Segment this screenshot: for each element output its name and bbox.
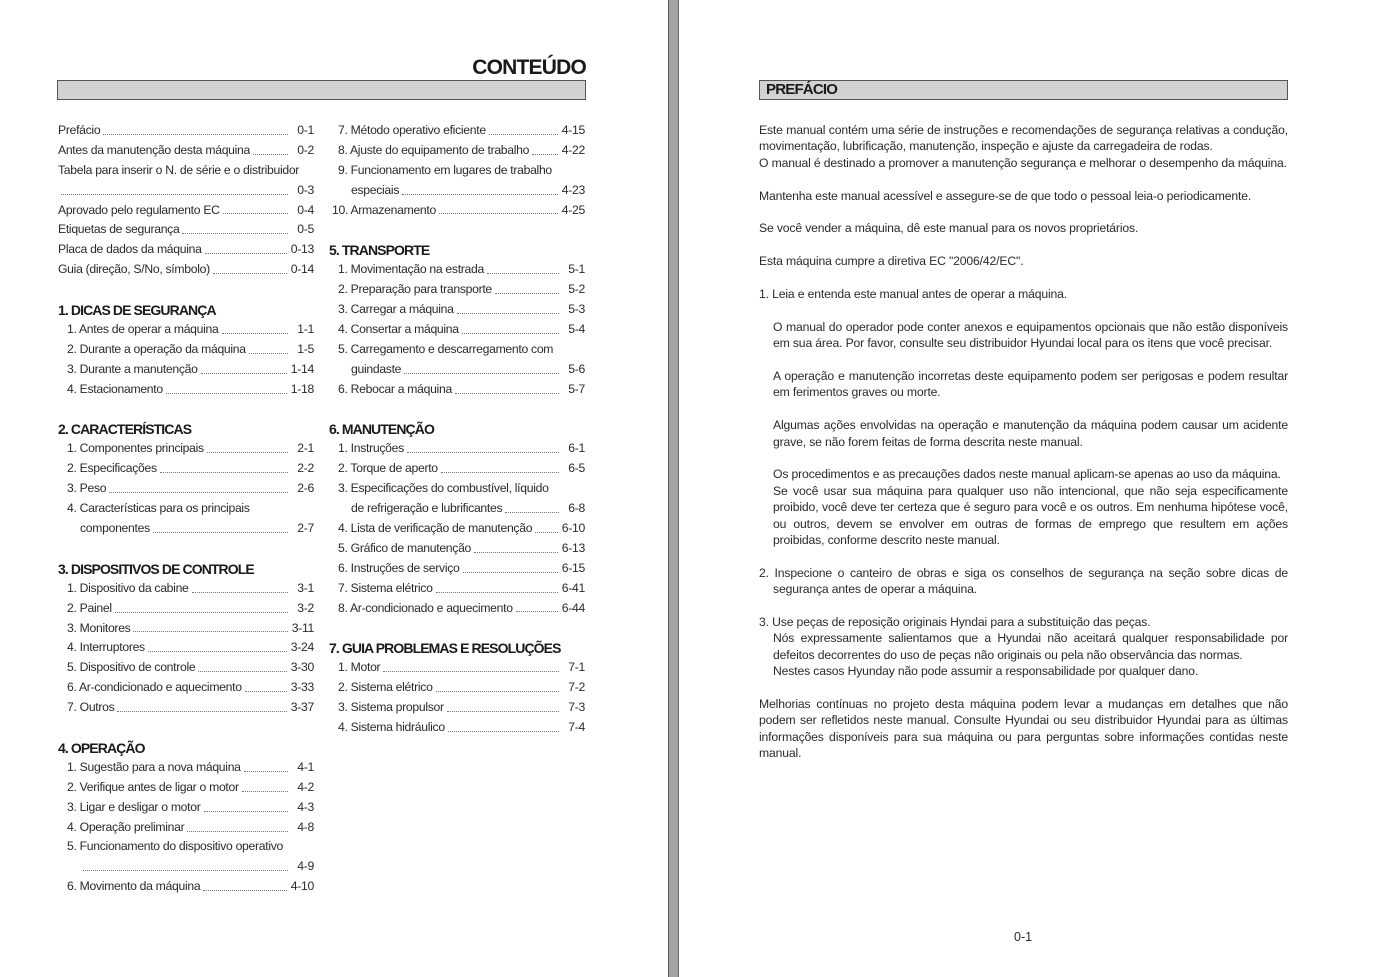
- contents-page: [0, 0, 668, 977]
- toc-entry[interactable]: Prefácio 0-1: [58, 122, 314, 137]
- toc-entry-cont[interactable]: 0-3: [58, 181, 314, 201]
- toc-section-heading[interactable]: 1. DICAS DE SEGURANÇA: [58, 302, 216, 319]
- toc-entry[interactable]: 2. Painel 3-2: [67, 600, 314, 615]
- preface-paragraph: A operação e manutenção incorretas deste equipamento podem ser perigosas e podem resultar em ferimentos graves ou morte.: [773, 369, 1288, 400]
- toc-entry[interactable]: 4. Lista de verificação de manutenção 6-10: [338, 521, 585, 536]
- toc-entry[interactable]: Guia (direção, S/No, símbolo) 0-14: [58, 262, 314, 277]
- toc-entry[interactable]: 1. Dispositivo da cabine 3-1: [67, 580, 314, 595]
- preface-paragraph: Se você vender a máquina, dê este manual para os novos proprietários.: [759, 221, 1139, 236]
- toc-entry[interactable]: Etiquetas de segurança 0-5: [58, 222, 314, 237]
- preface-paragraph: Esta máquina cumpre a diretiva EC "2006/42/EC".: [759, 254, 1024, 269]
- toc-section-heading[interactable]: 5. TRANSPORTE: [329, 242, 430, 259]
- contents-title: CONTEÚDO: [472, 56, 586, 79]
- preface-paragraph: Nós expressamente salientamos que a Hyundai não aceitará qualquer responsabilidade por defeitos decorrentes do uso de peças não originais ou pela não observância das normas.: [773, 631, 1288, 662]
- toc-section-heading[interactable]: 3. DISPOSITIVOS DE CONTROLE: [58, 560, 254, 577]
- toc-entry[interactable]: 1. Motor 7-1: [338, 660, 585, 675]
- page-divider: [668, 0, 679, 977]
- toc-entry[interactable]: 7. Outros 3-37: [67, 700, 314, 715]
- toc-entry[interactable]: 6. Movimento da máquina 4-10: [67, 879, 314, 894]
- contents-header-bar: [57, 80, 586, 100]
- toc-entry[interactable]: 5. Gráfico de manutenção 6-13: [338, 540, 585, 555]
- toc-entry[interactable]: 5. Dispositivo de controle 3-30: [67, 660, 314, 675]
- preface-paragraph: Se você usar sua máquina para qualquer uso não intencional, que não seja especificamente proibido, você deve ter certeza que é seguro para você e os outros. Em nenhuma hipótese você, ou outros, devem se envolver em outras de formas de emprego que resultem em ações proibidas, conforme descrito neste manual.: [773, 483, 1288, 548]
- toc-entry[interactable]: 4. Sistema hidráulico 7-4: [338, 720, 585, 735]
- toc-entry[interactable]: 1. Sugestão para a nova máquina 4-1: [67, 759, 314, 774]
- toc-entry[interactable]: 4. Interruptores 3-24: [67, 640, 314, 655]
- preface-paragraph: Nestes casos Hyunday não pode assumir a responsabilidade por qualquer dano.: [773, 664, 1199, 679]
- toc-entry-cont[interactable]: especiais 4-23: [351, 182, 585, 197]
- toc-section-heading[interactable]: 4. OPERAÇÃO: [58, 739, 145, 756]
- toc-entry[interactable]: 1. Movimentação na estrada 5-1: [338, 262, 585, 277]
- preface-list-item-2: 2. Inspecione o canteiro de obras e siga os conselhos de segurança na seção sobre dicas de segurança antes de operar a máquina.: [759, 565, 1288, 597]
- toc-entry[interactable]: 2. Durante a operação da máquina 1-5: [67, 341, 314, 356]
- toc-entry[interactable]: 1. Instruções 6-1: [338, 441, 585, 456]
- preface-paragraph: O manual do operador pode conter anexos e equipamentos opcionais que não estão disponíveis em sua área. Por favor, consulte seu distribuidor Hyundai local para os itens que você precisar.: [773, 319, 1288, 351]
- toc-entry[interactable]: 3. Peso 2-6: [67, 481, 314, 496]
- toc-entry[interactable]: 6. Ar-condicionado e aquecimento 3-33: [67, 680, 314, 695]
- toc-entry[interactable]: 3. Durante a manutenção 1-14: [67, 361, 314, 376]
- toc-column-2: [329, 121, 585, 738]
- toc-entry[interactable]: Antes da manutenção desta máquina 0-2: [58, 142, 314, 157]
- toc-entry[interactable]: 2. Sistema elétrico 7-2: [338, 680, 585, 695]
- toc-entry[interactable]: 1. Componentes principais 2-1: [67, 441, 314, 456]
- toc-entry[interactable]: 4. Consertar a máquina 5-4: [338, 322, 585, 336]
- toc-column-1: [58, 121, 314, 897]
- preface-paragraph: Algumas ações envolvidas na operação e manutenção da máquina podem causar um acidente grave, se não forem feitas de forma descrita neste manual.: [773, 418, 1288, 449]
- preface-paragraph: Os procedimentos e as precauções dados neste manual aplicam-se apenas ao uso da máquina.: [773, 467, 1281, 482]
- toc-entry[interactable]: 2. Preparação para transporte 5-2: [338, 282, 585, 297]
- toc-entry[interactable]: 7. Método operativo eficiente 4-15: [338, 122, 585, 137]
- toc-entry-cont[interactable]: 4-9: [58, 857, 314, 877]
- toc-entry[interactable]: 2. Torque de aperto 6-5: [338, 461, 585, 476]
- toc-entry[interactable]: Aprovado pelo regulamento EC 0-4: [58, 202, 314, 217]
- toc-entry[interactable]: 5. Funcionamento do dispositivo operativo: [67, 839, 284, 854]
- toc-entry[interactable]: 3. Carregar a máquina 5-3: [338, 302, 585, 317]
- toc-entry[interactable]: 6. Rebocar a máquina 5-7: [338, 381, 585, 396]
- toc-entry[interactable]: 3. Ligar e desligar o motor 4-3: [67, 799, 314, 814]
- toc-entry[interactable]: 3. Sistema propulsor 7-3: [338, 700, 585, 715]
- page-number: 0-1: [1014, 930, 1033, 944]
- toc-entry[interactable]: 4. Operação preliminar 4-8: [67, 819, 314, 834]
- toc-entry[interactable]: Tabela para inserir o N. de série e o distribuidor: [58, 162, 300, 177]
- toc-entry[interactable]: 9. Funcionamento em lugares de trabalho: [338, 162, 552, 177]
- toc-entry[interactable]: 2. Especificações 2-2: [67, 461, 314, 476]
- toc-entry[interactable]: 4. Estacionamento 1-18: [67, 381, 314, 396]
- preface-paragraph: Mantenha este manual acessível e assegure-se de que todo o pessoal leia-o periodicamente.: [759, 188, 1252, 203]
- toc-entry[interactable]: 2. Verifique antes de ligar o motor 4-2: [67, 779, 314, 794]
- preface-heading: PREFÁCIO: [759, 80, 1288, 100]
- toc-entry[interactable]: 1. Antes de operar a máquina 1-1: [67, 322, 314, 336]
- toc-entry[interactable]: Placa de dados da máquina 0-13: [58, 242, 314, 257]
- toc-entry[interactable]: 10. Armazenamento 4-25: [332, 202, 585, 217]
- preface-list-item-1: 1. Leia e entenda este manual antes de operar a máquina.: [759, 287, 1068, 301]
- toc-entry[interactable]: 3. Especificações do combustível, líquido: [338, 481, 549, 496]
- toc-entry[interactable]: 3. Monitores 3-11: [67, 620, 314, 635]
- toc-entry[interactable]: 6. Instruções de serviço 6-15: [338, 560, 585, 575]
- toc-entry-cont[interactable]: guindaste 5-6: [351, 361, 585, 376]
- toc-entry-cont[interactable]: componentes 2-7: [80, 521, 314, 536]
- preface-page: [679, 0, 1389, 977]
- preface-paragraph: Este manual contém uma série de instruções e recomendações de segurança relativas a condução, movimentação, lubrificação, manutenção, inspeção e ajuste da carregadeira de rodas.: [759, 123, 1288, 154]
- toc-entry-cont[interactable]: de refrigeração e lubrificantes 6-8: [351, 501, 585, 516]
- preface-body: [759, 122, 1288, 778]
- toc-section-heading[interactable]: 7. GUIA PROBLEMAS E RESOLUÇÕES: [329, 640, 561, 657]
- toc-section-heading[interactable]: 6. MANUTENÇÃO: [329, 421, 434, 438]
- toc-entry[interactable]: 7. Sistema elétrico 6-41: [338, 580, 585, 595]
- toc-entry[interactable]: 5. Carregamento e descarregamento com: [338, 341, 554, 356]
- toc-entry[interactable]: 4. Características para os principais: [67, 501, 250, 516]
- toc-section-heading[interactable]: 2. CARACTERÍSTICAS: [58, 421, 192, 438]
- toc-entry[interactable]: 8. Ar-condicionado e aquecimento 6-44: [338, 600, 585, 615]
- preface-paragraph: Melhorias contínuas no projeto desta máquina podem levar a mudanças em detalhes que não podem ser refletidos neste manual. Consulte Hyundai ou seu distribuidor Hyundai para as últimas informações disponíveis para sua máquina ou para perguntas sobre informações contidas neste manual.: [759, 697, 1288, 761]
- toc-entry[interactable]: 8. Ajuste do equipamento de trabalho 4-22: [338, 142, 585, 157]
- preface-list-item-3: 3. Use peças de reposição originais Hyndai para a substituição das peças.: [759, 615, 1151, 630]
- preface-paragraph: O manual é destinado a promover a manutenção segurança e melhorar o desempenho da máquina.: [759, 155, 1287, 170]
